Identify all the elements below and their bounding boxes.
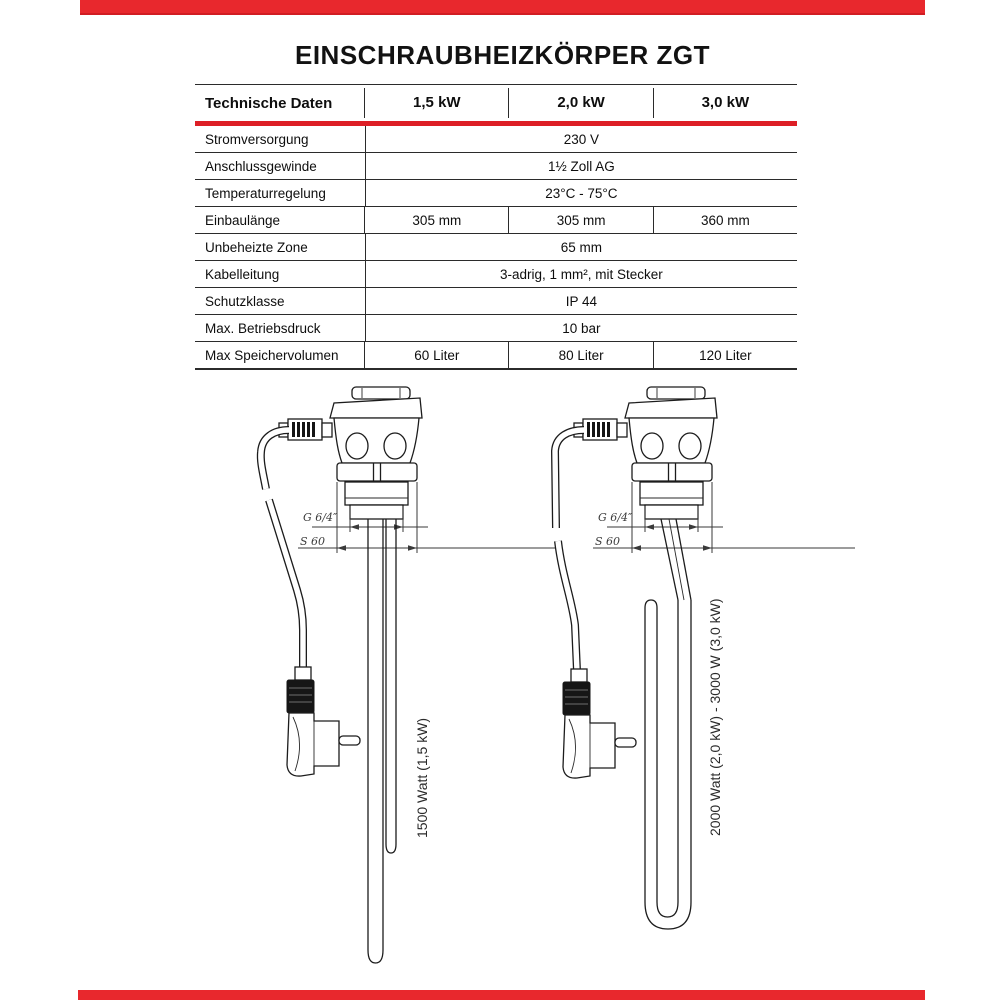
plug-ferrule xyxy=(295,667,311,680)
thermostat-head-right xyxy=(574,387,855,553)
row-label: Stromversorgung xyxy=(205,131,309,147)
row-label: Schutzklasse xyxy=(205,293,285,309)
row-cell-0: 305 mm xyxy=(364,207,508,233)
page-title: EINSCHRAUBHEIZKÖRPER ZGT xyxy=(294,40,710,70)
row-value: 23°C - 75°C xyxy=(365,180,797,206)
header-label: Technische Daten xyxy=(205,94,333,112)
heating-rod-straight xyxy=(368,519,396,963)
row-cell-2: 120 Liter xyxy=(653,342,797,368)
row-value: 3-adrig, 1 mm², mit Stecker xyxy=(365,261,797,287)
head-top-slab xyxy=(330,398,422,418)
power-cable-left xyxy=(261,430,303,669)
head-hole-right xyxy=(384,433,406,459)
flange-collar xyxy=(337,463,417,481)
row-label: Einbaulänge xyxy=(205,212,281,228)
row-cell-1: 305 mm xyxy=(508,207,652,233)
strain-relief xyxy=(287,680,314,713)
power-label-right: 2000 Watt (2,0 kW) - 3000 W (3,0 kW) xyxy=(707,598,723,836)
row-label: Max Speichervolumen xyxy=(205,347,339,363)
row-label: Max. Betriebsdruck xyxy=(205,320,321,336)
header-col-0: 1,5 kW xyxy=(364,88,508,118)
wrench-dimension-label-left: S 60 xyxy=(300,535,326,548)
row-label: Unbeheizte Zone xyxy=(205,239,308,255)
row-value: 1½ Zoll AG xyxy=(365,153,797,179)
plug-pin xyxy=(339,736,360,745)
header-col-2: 3,0 kW xyxy=(653,88,797,118)
head-hole-left xyxy=(346,433,368,459)
row-label: Kabelleitung xyxy=(205,266,280,282)
header-col-1: 2,0 kW xyxy=(508,88,652,118)
row-cell-2: 360 mm xyxy=(653,207,797,233)
heating-element-hairpin xyxy=(645,519,691,929)
schuko-plug xyxy=(287,667,360,776)
wrench-dimension xyxy=(298,482,560,553)
row-label: Temperaturregelung xyxy=(205,185,326,201)
row-cell-0: 60 Liter xyxy=(364,342,508,368)
plug-body xyxy=(287,713,339,776)
thread-boss xyxy=(350,505,403,519)
schuko-plug-right xyxy=(563,669,636,778)
row-value: 230 V xyxy=(365,126,797,152)
row-value: 65 mm xyxy=(365,234,797,260)
wrench-dimension-label-right: S 60 xyxy=(595,535,621,548)
hex-nut xyxy=(345,482,408,505)
power-label-left: 1500 Watt (1,5 kW) xyxy=(414,717,430,838)
row-value: 10 bar xyxy=(365,315,797,341)
thermostat-head xyxy=(279,387,560,553)
row-value: IP 44 xyxy=(365,288,797,314)
thread-dimension-label-right: G 6/4″ xyxy=(598,511,633,524)
head-cap-knob xyxy=(352,387,410,399)
bottom-red-bar xyxy=(78,990,925,1000)
power-cable-right xyxy=(555,430,584,671)
row-label: Anschlussgewinde xyxy=(205,158,317,174)
gland-connector xyxy=(322,423,332,437)
thread-dimension-label-left: G 6/4″ xyxy=(303,511,338,524)
row-cell-1: 80 Liter xyxy=(508,342,652,368)
